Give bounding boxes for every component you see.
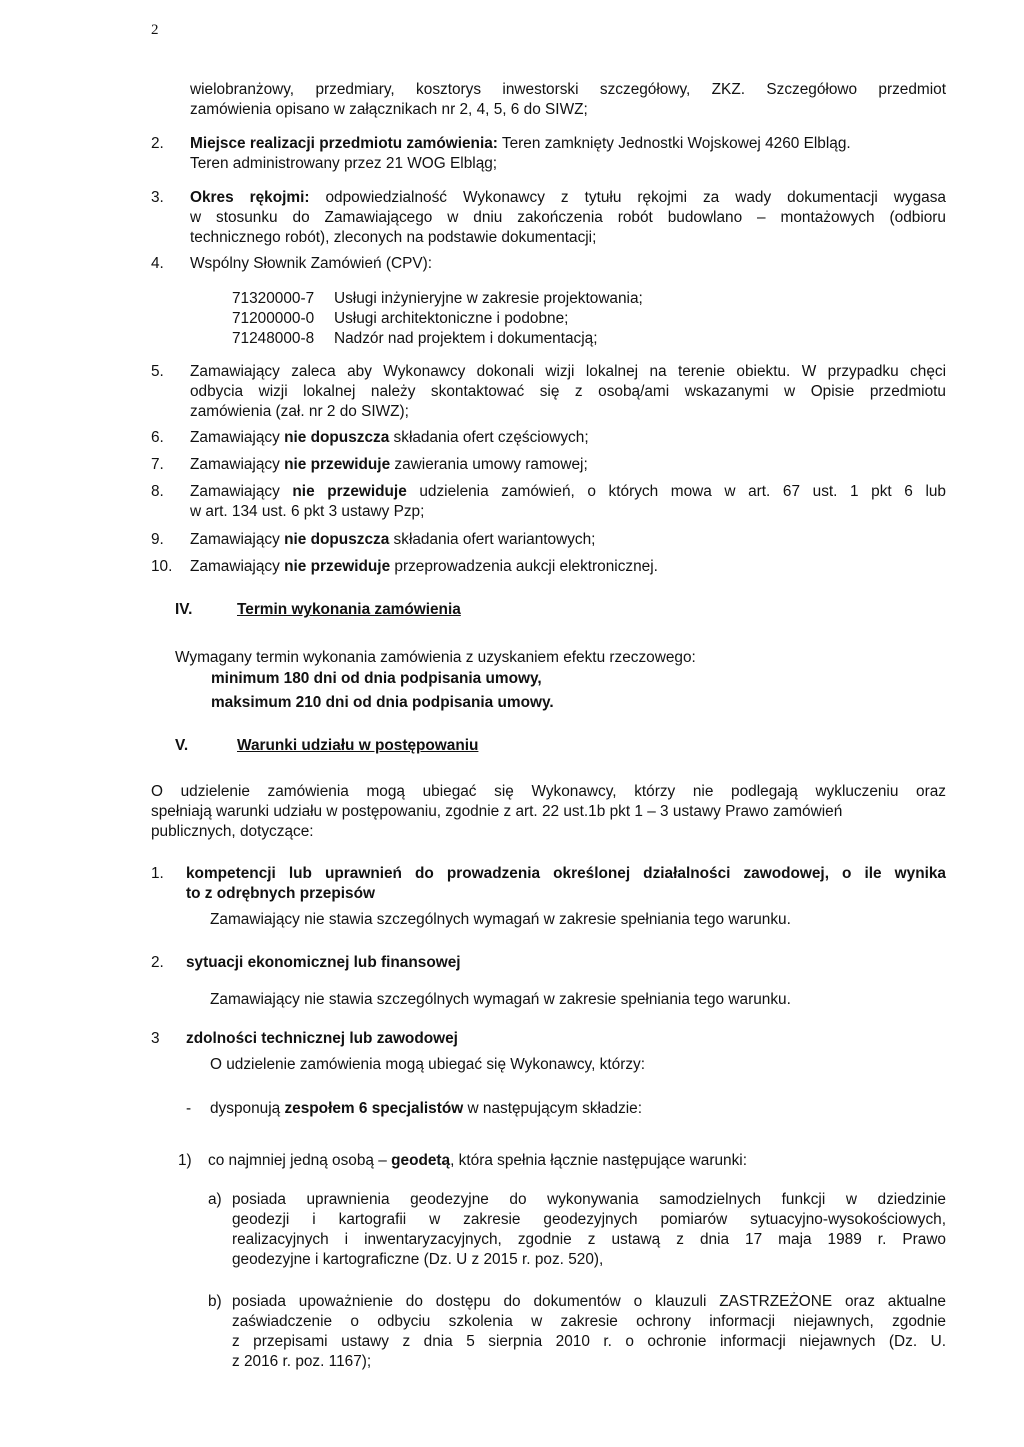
item-text: Zamawiający (190, 429, 285, 446)
item-text: Zamawiający (190, 558, 285, 575)
list-number: 3. (151, 189, 164, 206)
list-number: 7. (151, 456, 164, 473)
term-maximum: maksimum 210 dni od dnia podpisania umowy. (211, 694, 554, 711)
list-letter: a) (208, 1191, 222, 1208)
list-number: 6. (151, 429, 164, 446)
list-item-line: posiada uprawnienia geodezyjne do wykonywania samodzielnych funkcji w dziedzinie (232, 1191, 946, 1208)
item-emphasis: nie dopuszcza (284, 531, 390, 548)
item-emphasis: nie dopuszcza (284, 429, 390, 446)
item-label: Miejsce realizacji przedmiotu zamówienia: (190, 135, 498, 152)
list-number: 9. (151, 531, 164, 548)
page-number: 2 (151, 22, 159, 38)
item-emphasis: zespołem 6 specjalistów (284, 1100, 464, 1117)
list-item-line: posiada upoważnienie do dostępu do dokumentów o klauzuli ZASTRZEŻONE oraz aktualne (232, 1293, 946, 1310)
cpv-desc: Usługi inżynieryjne w zakresie projektowania; (334, 290, 643, 307)
list-number: 2. (151, 954, 164, 971)
list-item-line: zaświadczenie o odbyciu szkolenia w zakresie ochrony informacji niejawnych, zgodnie (232, 1313, 946, 1330)
list-item-line: w stosunku do Zamawiającego w dniu zakończenia robót budowlano – montażowych (odbioru (190, 209, 946, 226)
condition-text: O udzielenie zamówienia mogą ubiegać się Wykonawcy, którzy: (210, 1056, 645, 1073)
list-item-line (190, 134, 950, 154)
list-item-line: z przepisami ustawy z dnia 5 sierpnia 2010 r. o ochronie informacji niejawnych (Dz. U. (232, 1333, 946, 1350)
item-text: dysponują (210, 1100, 285, 1117)
item-emphasis: geodetą (391, 1152, 451, 1169)
cpv-desc: Nadzór nad projektem i dokumentacją; (334, 330, 598, 347)
list-item-line (190, 530, 595, 550)
cpv-code: 71200000-0 (232, 310, 315, 327)
paragraph-line: Wymagany termin wykonania zamówienia z uzyskaniem efektu rzeczowego: (175, 649, 696, 666)
section-title: Termin wykonania zamówienia (237, 601, 461, 618)
item-text: odpowiedzialność Wykonawcy z tytułu rękojmi za wady dokumentacji wygasa (309, 189, 946, 206)
item-emphasis: nie przewiduje (284, 558, 391, 575)
cpv-desc: Usługi architektoniczne i podobne; (334, 310, 569, 327)
list-item-line: geodezji i kartografii w zakresie geodezyjnych pomiarów sytuacyjno-wysokościowych, (232, 1211, 946, 1228)
paragraph-line: O udzielenie zamówienia mogą ubiegać się Wykonawcy, którzy nie podlegają wykluczeniu oraz (151, 783, 946, 800)
item-text: zawierania umowy ramowej; (390, 456, 588, 473)
list-item-line (190, 455, 588, 475)
condition-title: sytuacji ekonomicznej lub finansowej (186, 954, 461, 971)
item-text: składania ofert częściowych; (389, 429, 589, 446)
list-item-line: Zamawiający zaleca aby Wykonawcy dokonali wizji lokalnej na terenie obiektu. W przypadku chęci (190, 363, 946, 380)
list-letter: b) (208, 1293, 222, 1310)
list-item-line (190, 428, 589, 448)
item-text: Teren zamknięty Jednostki Wojskowej 4260 Elbląg. (497, 135, 851, 152)
list-number: 8. (151, 483, 164, 500)
list-number: 5. (151, 363, 164, 380)
item-label: Okres rękojmi: (190, 189, 310, 206)
item-emphasis: nie przewiduje (284, 456, 391, 473)
list-item-line: Wspólny Słownik Zamówień (CPV): (190, 255, 433, 272)
item-text: udzielenia zamówień, o których mowa w art. 67 ust. 1 pkt 6 lub (406, 483, 946, 500)
dash-bullet: - (186, 1100, 192, 1117)
list-item-line: w art. 134 ust. 6 pkt 3 ustawy Pzp; (190, 503, 425, 520)
paragraph-line: zamówienia opisano w załącznikach nr 2, 4, 5, 6 do SIWZ; (190, 101, 588, 118)
list-item-line: Teren administrowany przez 21 WOG Elbląg; (190, 155, 498, 172)
list-item-line: odbycia wizji lokalnej należy skontaktować się z osobą/ami wskazanymi w Opisie przedmiotu (190, 383, 946, 400)
condition-text: Zamawiający nie stawia szczególnych wymagań w zakresie spełniania tego warunku. (210, 991, 791, 1008)
list-item-line: realizacyjnych i inwentaryzacyjnych, zgodnie z ustawą z dnia 17 maja 1989 r. Prawo (232, 1231, 946, 1248)
list-item-line: technicznego robót), zleconych na podstawie dokumentacji; (190, 229, 597, 246)
paragraph-line: spełniają warunki udziału w postępowaniu, zgodnie z art. 22 ust.1b pkt 1 – 3 ustawy Prawo zamówień (151, 803, 843, 820)
item-text: Zamawiający (190, 456, 285, 473)
section-title: Warunki udziału w postępowaniu (237, 737, 479, 754)
item-emphasis: nie przewiduje (292, 483, 407, 500)
list-number: 10. (151, 558, 173, 575)
term-minimum: minimum 180 dni od dnia podpisania umowy, (211, 670, 542, 687)
section-number: V. (175, 737, 189, 754)
item-text: , która spełnia łącznie następujące warunki: (450, 1152, 747, 1169)
list-number: 1) (178, 1152, 192, 1169)
list-item-line (208, 1151, 747, 1171)
list-item-line (190, 188, 946, 208)
list-item-line (190, 482, 946, 502)
item-text: składania ofert wariantowych; (389, 531, 596, 548)
paragraph-line: wielobranżowy, przedmiary, kosztorys inwestorski szczegółowy, ZKZ. Szczegółowo przedmiot (190, 81, 946, 98)
list-number: 1. (151, 865, 164, 882)
list-item-line (190, 557, 658, 577)
item-text: co najmniej jedną osobą – (208, 1152, 392, 1169)
list-item-line: geodezyjne i kartograficzne (Dz. U z 2015 r. poz. 520), (232, 1251, 604, 1268)
list-item-line: z 2016 r. poz. 1167); (232, 1353, 372, 1370)
item-text: w następującym składzie: (463, 1100, 643, 1117)
condition-title: zdolności technicznej lub zawodowej (186, 1030, 458, 1047)
section-number: IV. (175, 601, 193, 618)
cpv-code: 71320000-7 (232, 290, 315, 307)
paragraph-line: publicznych, dotyczące: (151, 823, 314, 840)
condition-title: to z odrębnych przepisów (186, 885, 375, 902)
item-text: przeprowadzenia aukcji elektronicznej. (390, 558, 658, 575)
item-text: Zamawiający (190, 531, 285, 548)
cpv-code: 71248000-8 (232, 330, 315, 347)
item-text: Zamawiający (190, 483, 293, 500)
list-item-line: zamówienia (zał. nr 2 do SIWZ); (190, 403, 409, 420)
condition-title: kompetencji lub uprawnień do prowadzenia określonej działalności zawodowej, o ile wynika (186, 865, 946, 882)
condition-text: Zamawiający nie stawia szczególnych wymagań w zakresie spełniania tego warunku. (210, 911, 791, 928)
list-item-line (210, 1099, 642, 1119)
list-number: 3 (151, 1030, 160, 1047)
list-number: 2. (151, 135, 164, 152)
list-number: 4. (151, 255, 164, 272)
